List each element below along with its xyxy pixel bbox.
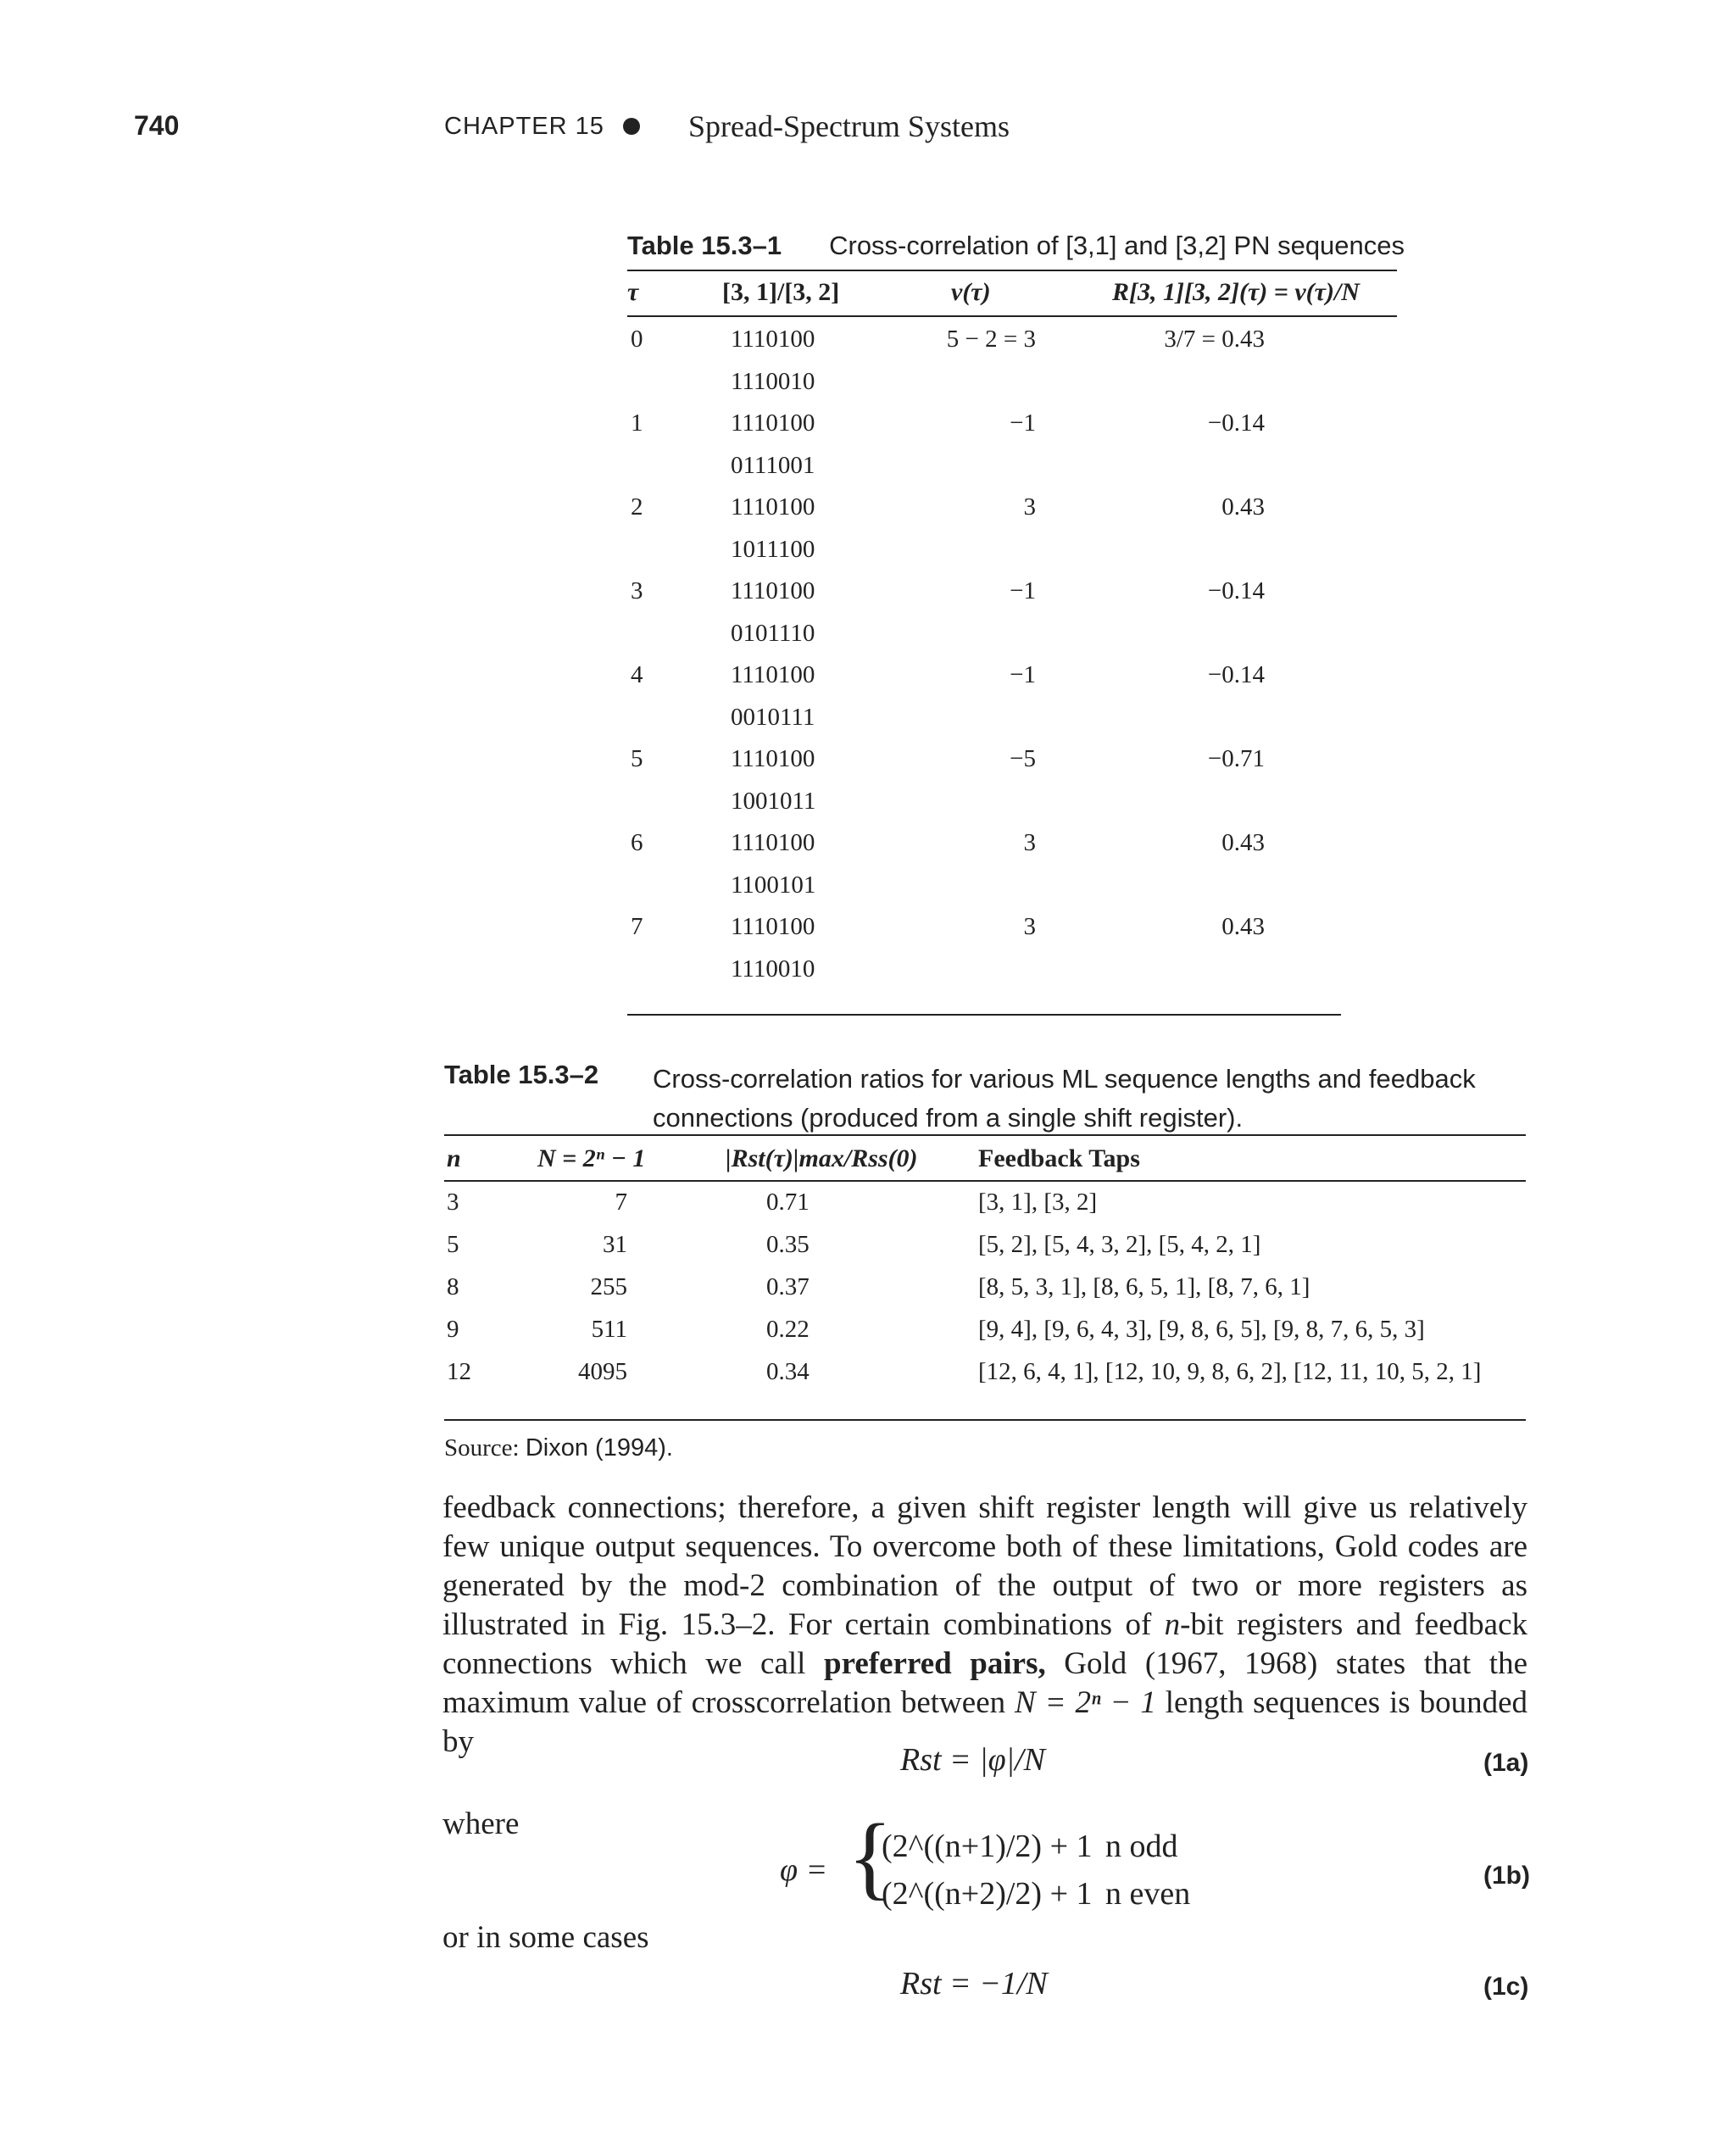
table2-header-taps: Feedback Taps (978, 1144, 1140, 1172)
table1-cell-seq2: 1100101 (731, 871, 816, 899)
table1-cell-r: −0.14 (1207, 409, 1265, 437)
equation-1b-number: (1b) (1483, 1862, 1530, 1890)
table1-header-r: R[3, 1][3, 2](τ) = v(τ)/N (1112, 278, 1360, 306)
table2-cell-N: 255 (590, 1273, 627, 1300)
table1-cell-v: 3 (1023, 913, 1036, 940)
table2-cell-n: 9 (447, 1316, 459, 1343)
table1-cell-tau: 6 (631, 829, 643, 856)
table1-cell-tau: 0 (631, 326, 643, 353)
equation-1b-case2: (2^((n+2)/2) + 1 (882, 1876, 1093, 1912)
table1-cell-seq2: 0010111 (731, 704, 815, 731)
table1-cell-v: −1 (1010, 409, 1036, 437)
body-text-preferred-pairs: preferred pairs, (824, 1646, 1046, 1681)
table1-caption (627, 231, 1405, 261)
table2-bottom-rule (444, 1419, 1526, 1421)
chapter-label: CHAPTER 15 (444, 113, 604, 140)
body-text-b: -bit registers and feedback connections which we call (442, 1607, 1527, 1681)
table2-header-ratio: |Rst(τ)|max/Rss(0) (726, 1144, 918, 1172)
table1-cell-seq1: 1110100 (731, 326, 815, 353)
body-text-eq: N = 2ⁿ − 1 (1015, 1685, 1156, 1720)
table2-header-rule (444, 1180, 1526, 1182)
table1-cell-v: −5 (1010, 745, 1036, 772)
table2-cell-N: 511 (591, 1316, 627, 1343)
table1-cell-seq1: 1110100 (731, 913, 815, 940)
table2-cell-N: 31 (603, 1231, 627, 1258)
table1-label: Table 15.3–1 (627, 231, 782, 260)
equation-1b-cond2: n even (1105, 1876, 1191, 1912)
table2-cell-N: 7 (615, 1189, 627, 1216)
or-in-some-cases-text: or in some cases (442, 1920, 649, 1955)
table1-cell-tau: 1 (631, 409, 643, 437)
source-label: Source: (444, 1434, 520, 1461)
table1-cell-seq2: 1011100 (731, 536, 815, 563)
equation-1b-brace: { (848, 1805, 893, 1908)
table1-cell-tau: 3 (631, 577, 643, 604)
bullet-icon (623, 118, 640, 135)
table1-cell-r: 3/7 = 0.43 (1164, 326, 1265, 353)
equation-1b-lhs: φ = (780, 1852, 828, 1888)
table2-cell-ratio: 0.34 (766, 1358, 810, 1385)
table2-source (444, 1434, 673, 1462)
table1-cell-seq2: 1110010 (731, 955, 815, 983)
table2-cell-ratio: 0.71 (766, 1189, 810, 1216)
table1-cell-tau: 2 (631, 493, 643, 521)
table2-cell-ratio: 0.22 (766, 1316, 810, 1343)
equation-1c-number: (1c) (1483, 1973, 1529, 2001)
table2-cell-taps: [9, 4], [9, 6, 4, 3], [9, 8, 6, 5], [9, 8, 7, 6, 5, 3] (978, 1316, 1425, 1343)
table2-cell-n: 8 (447, 1273, 459, 1300)
table1-cell-seq2: 1110010 (731, 368, 815, 395)
body-text-n: n (1164, 1607, 1181, 1642)
table1-header-v: v(τ) (951, 278, 991, 306)
table2-cell-ratio: 0.35 (766, 1231, 810, 1258)
table1-cell-r: 0.43 (1221, 829, 1265, 856)
equation-1b-case1: (2^((n+1)/2) + 1 (882, 1829, 1093, 1864)
table1-cell-seq1: 1110100 (731, 661, 815, 688)
body-text-a: feedback connections; therefore, a given shift register length will give us relatively few unique output sequences. To overcome both of these limitations, Gold codes are generated by the mod-2 combination of the output of two or more registers as illustrated in Fig. 15.3–2. For certain combinations of (442, 1490, 1527, 1642)
table2-header-N: N = 2ⁿ − 1 (537, 1144, 646, 1172)
table1-cell-seq1: 1110100 (731, 577, 815, 604)
table2-label: Table 15.3–2 (444, 1060, 599, 1089)
table1-header-tau: τ (627, 278, 639, 306)
table1-cell-v: −1 (1010, 577, 1036, 604)
table1-header-rule (627, 315, 1397, 317)
table1-cell-seq1: 1110100 (731, 745, 815, 772)
table1-cell-seq2: 0101110 (731, 620, 815, 647)
page-number: 740 (134, 110, 180, 141)
body-text-d: length sequences is bounded by (442, 1685, 1527, 1759)
table1-cell-tau: 4 (631, 661, 643, 688)
table1-cell-r: 0.43 (1221, 493, 1265, 521)
body-text-c: Gold (1967, 1968) states that the maximum value of crosscorrelation between (442, 1646, 1527, 1720)
body-paragraph (442, 1489, 1527, 1762)
table2-cell-N: 4095 (578, 1358, 627, 1385)
table2-caption: Cross-correlation ratios for various ML sequence lengths and feedback connections (produced from a single shift register). (653, 1064, 1476, 1133)
table2-cell-n: 5 (447, 1231, 459, 1258)
table1-cell-v: −1 (1010, 661, 1036, 688)
table2-header-n: n (447, 1144, 461, 1172)
table2-cell-n: 12 (447, 1358, 471, 1385)
table1-top-rule (627, 270, 1397, 271)
equation-1c: Rst = −1/N (900, 1966, 1048, 2001)
table2-cell-ratio: 0.37 (766, 1273, 810, 1300)
source-text: Dixon (1994). (525, 1434, 673, 1461)
table2-cell-taps: [12, 6, 4, 1], [12, 10, 9, 8, 6, 2], [12, 11, 10, 5, 2, 1] (978, 1358, 1482, 1385)
where-text: where (442, 1807, 520, 1841)
table2-cell-taps: [5, 2], [5, 4, 3, 2], [5, 4, 2, 1] (978, 1231, 1261, 1258)
table1-cell-seq2: 1001011 (731, 788, 816, 815)
table1-header-seq: [3, 1]/[3, 2] (722, 278, 840, 306)
table1-cell-tau: 5 (631, 745, 643, 772)
chapter-title: Spread-Spectrum Systems (688, 109, 1010, 143)
table1-cell-r: 0.43 (1221, 913, 1265, 940)
table2-cell-taps: [8, 5, 3, 1], [8, 6, 5, 1], [8, 7, 6, 1] (978, 1273, 1310, 1300)
table1-bottom-rule (627, 1014, 1341, 1016)
equation-1b-cond1: n odd (1105, 1829, 1178, 1864)
table2-top-rule (444, 1134, 1526, 1136)
table1-cell-r: −0.14 (1207, 661, 1265, 688)
table1-cell-tau: 7 (631, 913, 643, 940)
equation-1a: Rst = |φ|/N (900, 1742, 1046, 1778)
table1-cell-v: 3 (1023, 493, 1036, 521)
table2-cell-taps: [3, 1], [3, 2] (978, 1189, 1098, 1216)
table2-cell-n: 3 (447, 1189, 459, 1216)
table1-cell-v: 3 (1023, 829, 1036, 856)
table1-cell-r: −0.14 (1207, 577, 1265, 604)
table1-cell-seq1: 1110100 (731, 493, 815, 521)
table1-cell-seq1: 1110100 (731, 829, 815, 856)
table1-title: Cross-correlation of [3,1] and [3,2] PN sequences (829, 231, 1405, 260)
table1-cell-r: −0.71 (1207, 745, 1265, 772)
table1-cell-seq2: 0111001 (731, 452, 815, 479)
equation-1a-number: (1a) (1483, 1749, 1529, 1777)
table1-cell-v: 5 − 2 = 3 (946, 326, 1036, 353)
table1-cell-seq1: 1110100 (731, 409, 815, 437)
